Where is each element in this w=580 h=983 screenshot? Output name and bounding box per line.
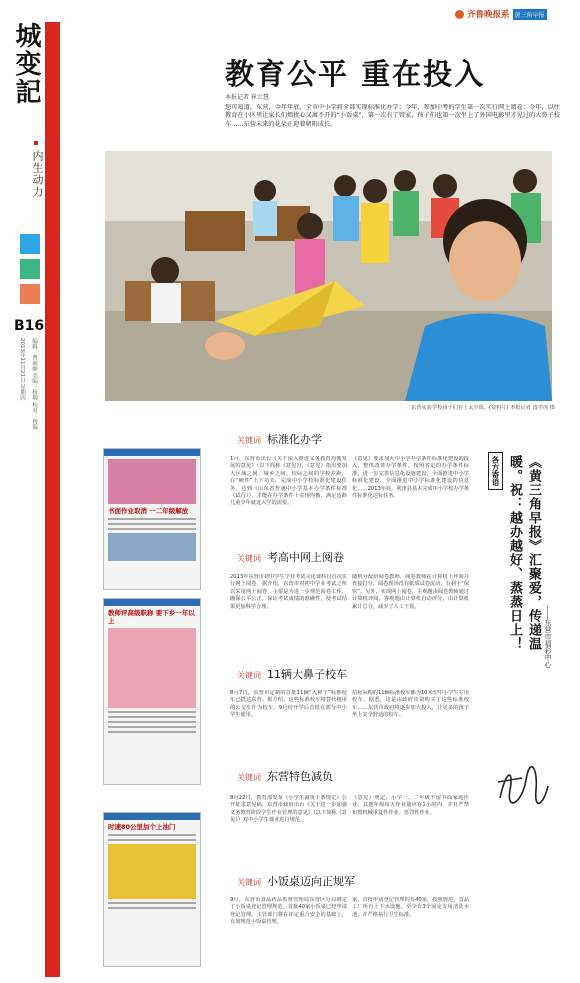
byline: 本报记者 崔立慧 [225, 94, 269, 101]
keyword-label: 关键词 [237, 671, 261, 680]
clipping-headline: 教师评高级职称 要下乡一年以上 [108, 609, 195, 625]
signature-mark [492, 760, 552, 810]
clipping-thumbnail [103, 812, 201, 967]
keyword-title: 东营特色减负 [267, 770, 333, 783]
section-body-col1: 9月，东营市食品药品监督管理局东营区分局制定了小饭桌登记管理规范，首批40家小饭桌已经申请登记管理。主管部门将在评定重合安全的基础上，有效规范小饭桌管理。 [230, 897, 347, 926]
section-body-col2: 《意见》要求加大中小学办学条件标准化建设的投入，整体改善办学条件。按照省定的办学条件标准，进一步完善信息化设施建设，全面推进中小学标准化建设，全面推进中小学标准化建设的信息化……2013年底，利津县基本完成中小学校办学条件标准化达标任务。 [352, 456, 469, 500]
headline: 教育公平 重在投入 [225, 57, 486, 91]
page-number: B16 [14, 318, 45, 334]
color-swatch-green [20, 259, 40, 279]
section-body-col2: 《意见》规定，小学一、二年级不留书面家庭作业，其他年级每天作业量应在1小时内，并且严禁布置机械重复性作业、惩罚性作业。 [352, 795, 469, 816]
clipping-thumbnail [103, 598, 201, 785]
keyword-label: 关键词 [237, 773, 261, 782]
masthead-sub: 黄三角早报 [513, 9, 547, 20]
clipping-header-bar [104, 599, 200, 606]
column-name: 城变記 [11, 22, 41, 106]
section-body-col1: 8月7日，东营市定制的首批11辆“大鼻子”标准校车已抵达东营。据介绍，这些标准校车将替代租用的公交车作为校车，9月份开学后首批在部分中小学生使用。 [230, 690, 347, 719]
color-swatch-orange [20, 284, 40, 304]
keyword-title: 小饭桌迈向正规军 [267, 875, 355, 888]
sidebar-tag: 各方寄语 [488, 452, 503, 490]
column-sub: 内生动力 [31, 150, 44, 198]
section-heading [237, 431, 322, 447]
main-photo [105, 151, 552, 401]
clipping-photo [108, 628, 196, 708]
clipping-text-line [108, 711, 196, 713]
sidebar-signer: ——东营市福彩中心 [544, 605, 552, 668]
clipping-text-line [108, 907, 196, 909]
section-heading [237, 666, 347, 682]
masthead [455, 6, 577, 22]
keyword-label: 关键词 [237, 436, 261, 445]
sidebar-quote: 《黄三角早报》汇聚爱，传递温暖。祝：越办越好、蒸蒸日上！ [507, 455, 541, 651]
masthead-brand: 齐鲁晚报系 [467, 10, 510, 20]
clipping-text-line [108, 839, 196, 841]
handwritten-signature [492, 760, 552, 810]
clipping-header-bar [104, 813, 200, 820]
section-heading [237, 549, 344, 565]
page-staff: 编辑：曹丽丽 美编：杨瑞 校对：杨瑞 [31, 338, 37, 430]
section-heading [237, 873, 355, 889]
section-body-col2: 随机分配给阅卷教师，阅卷教师在计算机上评阅并直接打分，阅卷现场没有纸质试卷流动，有利于“保密”。另外，实现网上阅卷，主观题由阅卷教师通过计算机评阅，客观题由计算机自动评分，由计算机累计总分，减少了人工干预。 [352, 574, 469, 610]
section-body-col1: 8月22日，教育部发布《小学生减负十条规定》公开征求意见稿，东营市政府出台《关于进一步加强义务教育阶段学生作业管理的意见》（以下简称《意见》）对中小学生课业进行规范。 [230, 795, 347, 824]
clipping-headline: 书面作业取消 一二年级解放 [108, 507, 189, 515]
clipping-text-line [108, 726, 196, 728]
keyword-title: 11辆大鼻子校车 [267, 668, 347, 681]
clipping-photo [108, 533, 196, 561]
section-body-col1: 1月，东营市出台《关于深入推进义务教育均衡发展的意见》（以下简称《意见》），《意见》指出要加大区域之间、城乡之间、校际之间的学校差距，在“硬件”上下功夫，完成中小学校标准化建设任务，达到《山东省普通中小学基本办学条件标准（试行）》，才能在办学条件上实现均衡，满足适龄儿童少年就近入学的需要。 [230, 456, 347, 507]
section-heading [237, 768, 333, 784]
photo-caption: 东营实验学校孩子们在上太空课。(资料片) 本报记者 段学虎 摄 [411, 405, 555, 411]
section-body-col1: 2013年东营市初中学生学业考试文化课科目首次实行网上阅卷。据介绍，东营市对初中学业考试之所以采用网上阅卷，主要是为进一步规范阅卷工作，确保公平公正，保证考试成绩的准确性，使考试结果更加科学合理。 [230, 574, 347, 610]
red-bar [45, 22, 60, 977]
column-dot [34, 141, 38, 145]
keyword-title: 标准化办学 [267, 433, 322, 446]
clipping-text-line [108, 902, 196, 904]
keyword-label: 关键词 [237, 878, 261, 887]
clipping-text-line [108, 731, 196, 733]
clipping-text-line [108, 834, 196, 836]
clipping-text-line [108, 721, 196, 723]
clipping-photo [108, 844, 196, 899]
page-meta: 2013年11月21日 星期四 [19, 338, 25, 401]
keyword-label: 关键词 [237, 554, 261, 563]
clipping-text-line [108, 518, 196, 520]
clipping-text-line [108, 716, 196, 718]
clipping-photo [108, 459, 196, 504]
masthead-logo-icon [455, 10, 464, 19]
clipping-header-bar [104, 449, 200, 456]
clipping-headline: 时速80公里加个上油门 [108, 823, 176, 831]
section-body-col2: 家，首批申请登记管理的有40家，按照规范，食品工厂所有上下水设施，至少有3个固定专用清洗水池，并严格执行卫生标准。 [352, 897, 469, 918]
clipping-thumbnail [103, 448, 201, 590]
lead-paragraph: 您可知道，东营，今年年底，全市中小学将全部实现标准化办学；今年，参加中考的学生第一次实行网上阅卷；今年，以往教育在小区里让家长们烦扰心又离不开的“小饭桌”，第一次有了管家，孩子们也第一次坐上了外国电影里才见过的大鼻子校车……东营未来的花朵正迎着朝阳成长。 [225, 104, 560, 128]
clipping-text-line [108, 528, 196, 530]
section-body-col2: 招标采购的11辆标准校车都为10米型中小学生专用校车。据悉，这是由政府出资购买了这些标准校车……东营市政府将逐步加大投入，让更多的孩子坐上安全舒适的校车。 [352, 690, 469, 719]
keyword-title: 考高中网上阅卷 [267, 551, 344, 564]
color-swatch-blue [20, 234, 40, 254]
classroom-photo-illustration [105, 151, 552, 401]
clipping-text-line [108, 523, 196, 525]
